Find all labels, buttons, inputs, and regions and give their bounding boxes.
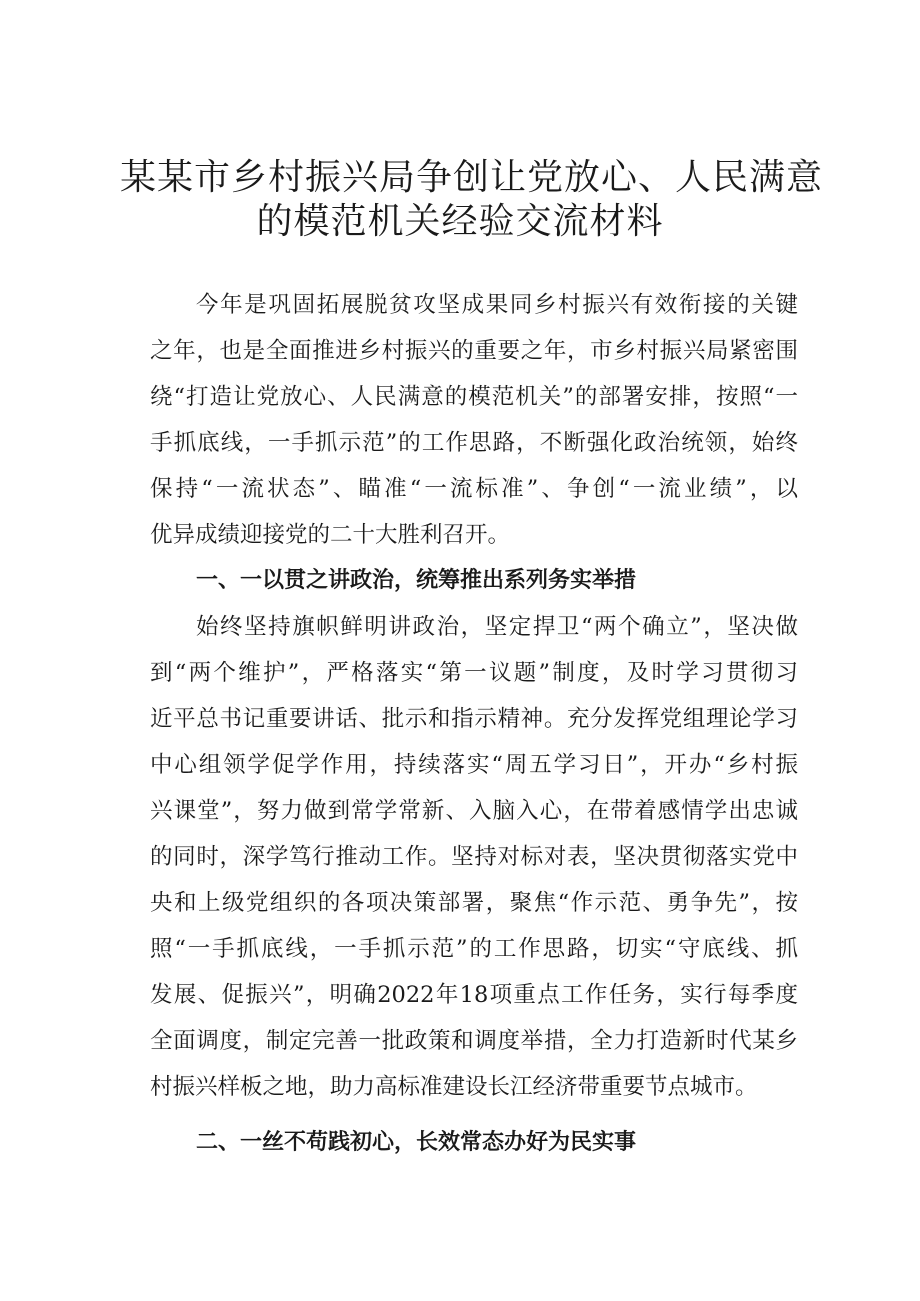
intro-line: 优异成绩迎接党的二十大胜利召开。 (150, 522, 511, 548)
section-1-heading: 一、一以贯之讲政治，统筹推出系列务实举措 (196, 568, 637, 593)
section-1-line: 央和上级党组织的各项决策部署，聚焦“作示范、勇争先”，按 (150, 890, 798, 916)
intro-line: 手抓底线，一手抓示范”的工作思路，不断强化政治统领，始终 (150, 430, 798, 456)
section-1-line: 照“一手抓底线，一手抓示范”的工作思路，切实“守底线、抓 (150, 936, 798, 962)
document-title-line-2: 的模范机关经验交流材料 (256, 201, 664, 242)
section-1-line: 始终坚持旗帜鲜明讲政治，坚定捍卫“两个确立”，坚决做 (196, 614, 798, 640)
intro-line: 今年是巩固拓展脱贫攻坚成果同乡村振兴有效衔接的关键 (196, 292, 798, 318)
section-1-line: 全面调度，制定完善一批政策和调度举措，全力打造新时代某乡 (150, 1028, 798, 1054)
section-1-line: 到“两个维护”，严格落实“第一议题”制度，及时学习贯彻习 (150, 660, 798, 686)
section-1-line: 兴课堂”，努力做到常学常新、入脑入心，在带着感情学出忠诚 (150, 798, 798, 824)
intro-line: 绕“打造让党放心、人民满意的模范机关”的部署安排，按照“一 (150, 384, 798, 410)
intro-line: 之年，也是全面推进乡村振兴的重要之年，市乡村振兴局紧密围 (150, 338, 798, 364)
section-1-line: 近平总书记重要讲话、批示和指示精神。充分发挥党组理论学习 (150, 706, 798, 732)
section-1-line: 村振兴样板之地，助力高标准建设长江经济带重要节点城市。 (150, 1074, 758, 1100)
section-1-line: 发展、促振兴”，明确2022年18项重点工作任务，实行每季度 (150, 982, 798, 1008)
section-2-heading: 二、一丝不苟践初心，长效常态办好为民实事 (196, 1130, 637, 1155)
section-1-line: 的同时，深学笃行推动工作。坚持对标对表，坚决贯彻落实党中 (150, 844, 798, 870)
section-1-line: 中心组领学促学作用，持续落实“周五学习日”，开办“乡村振 (150, 752, 798, 778)
document-title-line-1: 某某市乡村振兴局争创让党放心、人民满意 (120, 157, 824, 198)
intro-line: 保持“一流状态”、瞄准“一流标准”、争创“一流业绩”，以 (150, 476, 798, 502)
